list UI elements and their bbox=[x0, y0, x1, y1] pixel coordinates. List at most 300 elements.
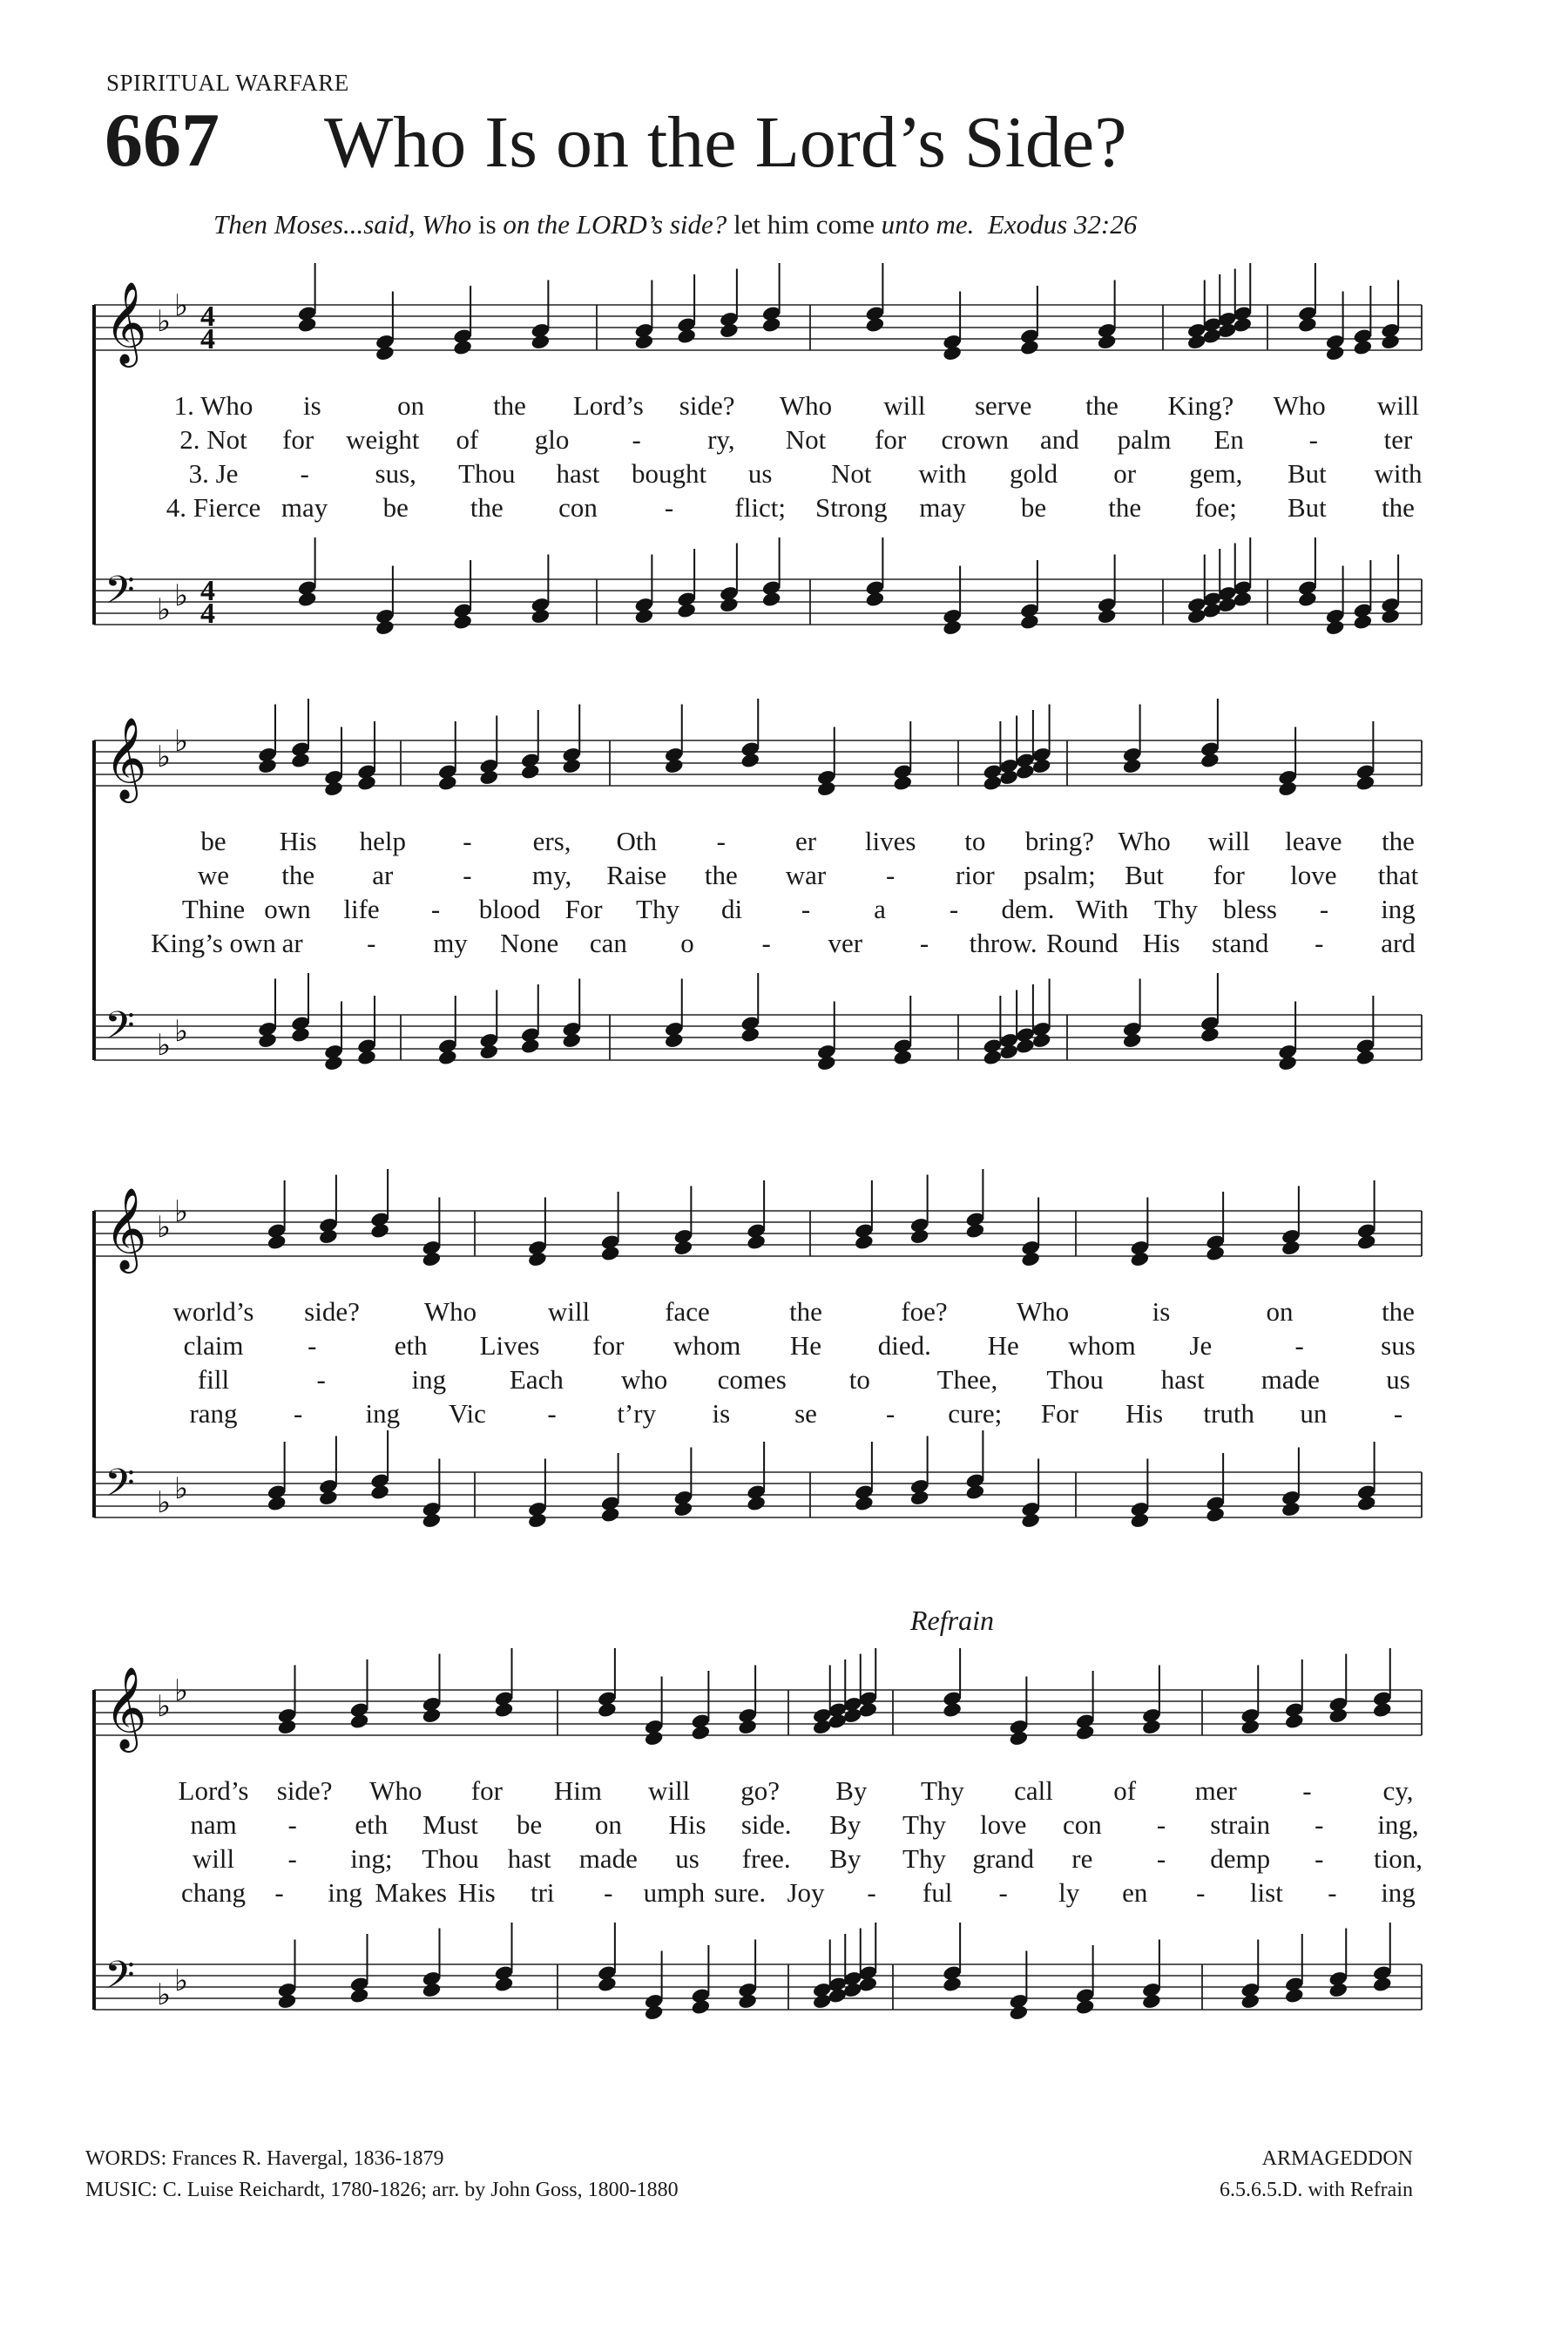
tune-info bbox=[1220, 2143, 1413, 2206]
lyric-syllable: the bbox=[281, 860, 315, 890]
lyric-line bbox=[0, 458, 1568, 493]
note-head bbox=[277, 1993, 298, 2011]
lyric-syllable: Je bbox=[1189, 1330, 1213, 1361]
note-head bbox=[634, 608, 655, 625]
lyric-syllable: - bbox=[547, 1398, 557, 1429]
lyric-line bbox=[0, 1364, 1568, 1399]
note-head bbox=[1353, 339, 1374, 356]
lyric-line bbox=[0, 860, 1568, 895]
lyric-syllable: love bbox=[979, 1809, 1027, 1840]
lyric-syllable: my, bbox=[531, 860, 572, 890]
lyric-syllable: - bbox=[801, 894, 811, 924]
note-head bbox=[561, 758, 582, 775]
lyric-syllable: He bbox=[987, 1330, 1019, 1361]
lyric-syllable: - bbox=[1315, 928, 1324, 958]
lyric-syllable: Thou bbox=[1046, 1364, 1104, 1395]
lyric-syllable: for bbox=[1213, 860, 1245, 890]
lyric-syllable: 4. Fierce bbox=[166, 492, 261, 523]
lyric-syllable: ar bbox=[372, 860, 394, 890]
lyric-syllable: palm bbox=[1117, 424, 1172, 455]
note-head bbox=[478, 769, 499, 787]
scripture-reference: Exodus 32:26 bbox=[987, 209, 1138, 240]
lyric-syllable: - bbox=[867, 1877, 876, 1908]
note-head bbox=[369, 1484, 390, 1501]
lyric-syllable: side? bbox=[304, 1296, 360, 1327]
lyric-syllable: En bbox=[1213, 424, 1244, 455]
note-head bbox=[422, 1251, 443, 1268]
tune-meter: 6.5.6.5.D. with Refrain bbox=[1220, 2179, 1413, 2201]
note-head bbox=[1200, 1026, 1220, 1044]
lyric-syllable: Who bbox=[423, 1296, 477, 1327]
lyric-syllable: Thy bbox=[902, 1843, 946, 1874]
lyric-syllable: serve bbox=[974, 390, 1032, 421]
note-head bbox=[854, 1495, 875, 1512]
note-head bbox=[1205, 1506, 1226, 1524]
hymn-number: 667 bbox=[105, 98, 220, 183]
lyric-syllable: - bbox=[1319, 894, 1329, 924]
note-head bbox=[1277, 781, 1298, 798]
lyric-syllable: Thy bbox=[902, 1809, 946, 1840]
note-head bbox=[531, 608, 551, 625]
time-signature: 4 bbox=[200, 301, 215, 333]
lyric-syllable: died. bbox=[877, 1330, 931, 1361]
lyric-syllable: - bbox=[604, 1877, 613, 1908]
note-head bbox=[816, 1055, 837, 1072]
lyric-syllable: None bbox=[500, 928, 559, 958]
lyric-syllable: umph bbox=[643, 1877, 706, 1908]
lyric-syllable: Lives bbox=[479, 1330, 540, 1361]
lyric-syllable: of bbox=[1113, 1775, 1137, 1806]
note-head bbox=[942, 619, 963, 637]
lyric-syllable: nam bbox=[190, 1809, 237, 1840]
note-head bbox=[1122, 1032, 1143, 1050]
lyric-syllable: will bbox=[192, 1843, 235, 1874]
lyric-syllable: Not bbox=[831, 458, 872, 489]
flat-icon: ♭ bbox=[157, 592, 172, 627]
note-head bbox=[965, 1484, 986, 1501]
lyric-syllable: King’s own bbox=[151, 928, 276, 958]
note-head bbox=[1355, 1049, 1376, 1066]
scripture-part: Then Moses...said, Who bbox=[213, 209, 472, 240]
note-head bbox=[719, 597, 740, 614]
note-head bbox=[983, 1049, 1004, 1066]
note-head bbox=[942, 345, 963, 362]
flat-icon: ♭ bbox=[157, 1977, 172, 2012]
lyric-syllable: eth bbox=[355, 1809, 389, 1840]
bass-clef-icon: 𝄢 bbox=[105, 1952, 135, 2007]
lyric-syllable: will bbox=[647, 1775, 691, 1806]
note-head bbox=[349, 1987, 370, 2004]
lyric-syllable: gold bbox=[1009, 458, 1058, 489]
music-credit: MUSIC: C. Luise Reichardt, 1780-1826; arr. by John Goss, 1800-1880 bbox=[85, 2179, 679, 2201]
note-head bbox=[297, 316, 318, 334]
lyric-syllable: - bbox=[1308, 424, 1319, 455]
flat-icon: ♭ bbox=[157, 1689, 172, 1724]
lyric-syllable: is bbox=[1152, 1296, 1171, 1327]
note-head bbox=[691, 1724, 712, 1741]
lyric-syllable: - bbox=[316, 1364, 326, 1395]
lyric-line bbox=[0, 1398, 1568, 1433]
note-head bbox=[1097, 608, 1118, 625]
lyric-syllable: hast bbox=[507, 1843, 551, 1874]
lyric-syllable: foe; bbox=[1194, 492, 1237, 523]
lyric-syllable: - bbox=[632, 424, 641, 455]
note-head bbox=[437, 774, 458, 792]
note-head bbox=[761, 316, 782, 334]
note-head bbox=[290, 1026, 311, 1044]
lyric-syllable: lives bbox=[864, 826, 916, 856]
note-head bbox=[740, 752, 760, 769]
flat-icon: ♭ bbox=[157, 740, 172, 774]
lyric-syllable: whom bbox=[672, 1330, 741, 1361]
lyric-syllable: and bbox=[1040, 424, 1079, 455]
lyric-syllable: world’s bbox=[172, 1296, 254, 1327]
lyric-syllable: grand bbox=[972, 1843, 1034, 1874]
note-head bbox=[257, 758, 278, 775]
flat-icon: ♭ bbox=[174, 1673, 189, 1708]
lyric-syllable: - bbox=[1156, 1843, 1166, 1874]
note-head bbox=[983, 774, 1004, 792]
note-head bbox=[267, 1233, 287, 1251]
lyric-syllable: - bbox=[463, 860, 472, 890]
lyric-syllable: ard bbox=[1381, 928, 1416, 958]
note-head bbox=[737, 1993, 758, 2011]
note-head bbox=[664, 758, 685, 775]
note-head bbox=[909, 1228, 930, 1246]
note-head bbox=[998, 769, 1019, 787]
note-head bbox=[691, 1998, 712, 2016]
lyric-line bbox=[0, 1809, 1568, 1844]
lyric-syllable: Who bbox=[1016, 1296, 1070, 1327]
lyric-syllable: Vic bbox=[448, 1398, 486, 1429]
lyric-syllable: demp bbox=[1210, 1843, 1271, 1874]
note-head bbox=[1380, 608, 1401, 625]
lyric-syllable: Raise bbox=[606, 860, 667, 890]
lyric-syllable: His bbox=[457, 1877, 496, 1908]
lyric-syllable: cure; bbox=[948, 1398, 1003, 1429]
lyric-syllable: the bbox=[1382, 492, 1415, 523]
note-head bbox=[290, 752, 311, 769]
lyric-syllable: tri bbox=[530, 1877, 555, 1908]
lyric-syllable: chang bbox=[180, 1877, 247, 1908]
lyric-syllable: 2. Not bbox=[179, 424, 247, 455]
treble-clef-icon: 𝄞 bbox=[105, 281, 147, 364]
note-head bbox=[494, 1976, 515, 1993]
lyric-syllable: en bbox=[1122, 1877, 1148, 1908]
lyric-syllable: Round bbox=[1045, 928, 1119, 958]
lyric-syllable: throw. bbox=[969, 928, 1037, 958]
scripture-part: on the LORD’s side? bbox=[503, 209, 727, 240]
lyric-syllable: Thine bbox=[181, 894, 246, 924]
lyric-syllable: By bbox=[835, 1775, 868, 1806]
note-head bbox=[437, 1049, 458, 1066]
lyric-syllable: re bbox=[1071, 1843, 1093, 1874]
lyric-syllable: us bbox=[1386, 1364, 1410, 1395]
lyric-syllable: blood bbox=[478, 894, 541, 924]
lyric-syllable: - bbox=[308, 1330, 317, 1361]
lyric-syllable: ter bbox=[1383, 424, 1413, 455]
note-head bbox=[644, 2004, 665, 2022]
lyric-syllable: - bbox=[885, 1398, 896, 1429]
note-head bbox=[673, 1501, 694, 1518]
lyric-syllable: - bbox=[300, 458, 309, 489]
lyric-syllable: the bbox=[470, 492, 504, 523]
lyric-syllable: He bbox=[789, 1330, 822, 1361]
note-head bbox=[1009, 2004, 1030, 2022]
flat-icon: ♭ bbox=[157, 1485, 172, 1520]
lyric-syllable: Lord’s bbox=[178, 1775, 249, 1806]
lyric-syllable: claim bbox=[183, 1330, 244, 1361]
lyric-syllable: Not bbox=[785, 424, 827, 455]
note-head bbox=[644, 1730, 665, 1747]
note-head bbox=[452, 613, 473, 631]
note-head bbox=[356, 774, 377, 792]
note-head bbox=[998, 1044, 1019, 1061]
lyric-syllable: to bbox=[848, 1364, 870, 1395]
lyric-syllable: love bbox=[1290, 860, 1337, 890]
note-head bbox=[1019, 339, 1040, 356]
flat-icon: ♭ bbox=[174, 578, 189, 613]
lyric-syllable: Thy bbox=[636, 894, 679, 924]
lyric-syllable: - bbox=[287, 1809, 297, 1840]
lyric-line bbox=[0, 1843, 1568, 1878]
lyric-syllable: For bbox=[564, 894, 603, 924]
lyric-syllable: ry, bbox=[707, 424, 735, 455]
lyric-syllable: comes bbox=[717, 1364, 787, 1395]
lyric-syllable: Each bbox=[509, 1364, 564, 1395]
lyric-syllable: for bbox=[875, 424, 907, 455]
time-signature: 4 bbox=[200, 323, 215, 355]
note-head bbox=[1075, 1724, 1096, 1741]
lyric-syllable: stand bbox=[1211, 928, 1269, 958]
lyric-syllable: con bbox=[558, 492, 598, 523]
lyric-syllable: Thou bbox=[422, 1843, 479, 1874]
scripture-part: is bbox=[471, 209, 504, 240]
lyric-syllable: for bbox=[592, 1330, 625, 1361]
note-head bbox=[527, 1512, 548, 1530]
lyric-syllable: made bbox=[1260, 1364, 1320, 1395]
lyric-syllable: the bbox=[704, 860, 738, 890]
lyric-syllable: er bbox=[794, 826, 817, 856]
lyric-syllable: - bbox=[1315, 1843, 1324, 1874]
lyric-syllable: By bbox=[829, 1809, 862, 1840]
lyric-syllable: side? bbox=[679, 390, 735, 421]
lyric-syllable: 3. Je bbox=[188, 458, 239, 489]
refrain-label: Refrain bbox=[910, 1605, 994, 1636]
lyric-syllable: ar bbox=[281, 928, 303, 958]
lyric-syllable: sus, bbox=[375, 458, 416, 489]
note-head bbox=[942, 1701, 963, 1719]
lyric-syllable: on bbox=[1266, 1296, 1294, 1327]
lyric-syllable: eth bbox=[394, 1330, 428, 1361]
note-head bbox=[1141, 1719, 1162, 1736]
lyric-syllable: Must bbox=[422, 1809, 478, 1840]
category-label: SPIRITUAL WARFARE bbox=[106, 70, 349, 96]
flat-icon: ♭ bbox=[157, 1210, 172, 1245]
lyric-syllable: list bbox=[1249, 1877, 1283, 1908]
lyric-syllable: sus bbox=[1381, 1330, 1416, 1361]
lyric-syllable: ing bbox=[328, 1877, 362, 1908]
note-head bbox=[1325, 619, 1346, 637]
lyric-line bbox=[0, 424, 1568, 459]
lyric-syllable: But bbox=[1287, 492, 1327, 523]
note-head bbox=[761, 591, 782, 608]
lyric-syllable: for bbox=[470, 1775, 503, 1806]
lyric-syllable: mer bbox=[1194, 1775, 1237, 1806]
note-head bbox=[676, 602, 697, 619]
note-head bbox=[297, 591, 318, 608]
lyric-syllable: glo bbox=[534, 424, 570, 455]
lyric-syllable: - bbox=[998, 1877, 1008, 1908]
lyric-syllable: rior bbox=[955, 860, 995, 890]
lyric-syllable: ing bbox=[1381, 1877, 1416, 1908]
lyric-syllable: - bbox=[919, 928, 929, 958]
note-head bbox=[1353, 613, 1374, 631]
lyric-syllable: - bbox=[1196, 1877, 1206, 1908]
lyric-syllable: cy, bbox=[1382, 1775, 1414, 1806]
note-head bbox=[1019, 613, 1040, 631]
flat-icon: ♭ bbox=[174, 1194, 189, 1229]
note-head bbox=[349, 1713, 370, 1730]
note-head bbox=[1075, 1998, 1096, 2016]
bass-clef-icon: 𝄢 bbox=[105, 1003, 135, 1058]
flat-icon: ♭ bbox=[174, 724, 189, 759]
lyric-syllable: con bbox=[1062, 1809, 1102, 1840]
lyric-syllable: bless bbox=[1223, 894, 1277, 924]
lyric-syllable: - bbox=[293, 1398, 303, 1429]
note-head bbox=[1130, 1512, 1151, 1530]
lyric-syllable: His bbox=[1142, 928, 1180, 958]
note-head bbox=[1380, 334, 1401, 351]
words-credit: WORDS: Frances R. Havergal, 1836-1879 bbox=[85, 2147, 444, 2170]
lyric-syllable: free. bbox=[741, 1843, 791, 1874]
note-head bbox=[1097, 334, 1118, 351]
lyric-syllable: se bbox=[794, 1398, 817, 1429]
lyric-syllable: go? bbox=[740, 1775, 781, 1806]
note-head bbox=[561, 1032, 582, 1050]
lyric-syllable: Who bbox=[369, 1775, 422, 1806]
note-head bbox=[1355, 774, 1376, 792]
lyric-syllable: for bbox=[282, 424, 314, 455]
lyric-syllable: o bbox=[680, 928, 694, 958]
note-head bbox=[1284, 1713, 1305, 1730]
lyric-syllable: will bbox=[1376, 390, 1420, 421]
lyric-syllable: - bbox=[1315, 1809, 1324, 1840]
lyric-syllable: - bbox=[761, 928, 771, 958]
lyric-syllable: ing; bbox=[350, 1843, 393, 1874]
note-head bbox=[1020, 1512, 1041, 1530]
lyric-line bbox=[0, 826, 1568, 861]
lyric-syllable: His bbox=[279, 826, 317, 856]
lyric-syllable: Thy bbox=[1154, 894, 1198, 924]
note-head bbox=[1020, 1251, 1041, 1268]
lyric-syllable: ful bbox=[922, 1877, 953, 1908]
lyric-syllable: on bbox=[594, 1809, 622, 1840]
lyric-syllable: Who bbox=[1118, 826, 1171, 856]
lyric-syllable: who bbox=[620, 1364, 668, 1395]
lyric-syllable: be bbox=[1020, 492, 1047, 523]
lyric-syllable: the bbox=[1382, 826, 1415, 856]
lyric-syllable: a bbox=[874, 894, 886, 924]
lyric-syllable: bought bbox=[632, 458, 707, 489]
lyric-syllable: Thee, bbox=[936, 1364, 998, 1395]
note-head bbox=[375, 345, 395, 362]
lyric-line bbox=[0, 1775, 1568, 1810]
treble-clef-icon: 𝄞 bbox=[105, 717, 147, 800]
lyric-line bbox=[0, 390, 1568, 425]
lyric-syllable: ing bbox=[411, 1364, 447, 1395]
lyric-syllable: sure. bbox=[713, 1877, 767, 1908]
lyric-syllable: can bbox=[589, 928, 627, 958]
lyric-syllable: Strong bbox=[814, 492, 888, 523]
bass-clef-icon: 𝄢 bbox=[105, 567, 135, 622]
lyric-syllable: will bbox=[547, 1296, 591, 1327]
lyric-syllable: the bbox=[493, 390, 526, 421]
note-head bbox=[527, 1251, 548, 1268]
treble-clef-icon: 𝄞 bbox=[105, 1187, 147, 1270]
lyric-syllable: 1. Who bbox=[173, 390, 253, 421]
lyric-syllable: war bbox=[785, 860, 827, 890]
lyric-syllable: or bbox=[1113, 458, 1137, 489]
note-head bbox=[422, 1707, 443, 1725]
lyric-syllable: ing bbox=[365, 1398, 401, 1429]
note-head bbox=[520, 1037, 541, 1055]
lyric-syllable: us bbox=[747, 458, 773, 489]
note-head bbox=[634, 334, 655, 351]
note-head bbox=[267, 1495, 287, 1512]
lyric-syllable: dem. bbox=[1001, 894, 1055, 924]
note-head bbox=[1015, 763, 1036, 781]
lyric-syllable: with bbox=[1374, 458, 1423, 489]
lyric-syllable: rang bbox=[189, 1398, 238, 1429]
note-head bbox=[478, 1044, 499, 1061]
note-head bbox=[597, 1701, 618, 1719]
lyric-syllable: on bbox=[397, 390, 425, 421]
lyric-line bbox=[0, 492, 1568, 527]
note-head bbox=[673, 1240, 694, 1257]
note-head bbox=[318, 1228, 339, 1246]
note-head bbox=[1281, 1240, 1301, 1257]
note-head bbox=[1240, 1719, 1260, 1736]
note-head bbox=[597, 1976, 618, 1993]
lyric-syllable: - bbox=[664, 492, 674, 523]
lyric-syllable: truth bbox=[1203, 1398, 1254, 1429]
lyric-syllable: With bbox=[1075, 894, 1129, 924]
lyric-syllable: ver bbox=[828, 928, 863, 958]
lyric-syllable: King? bbox=[1167, 390, 1234, 421]
note-head bbox=[277, 1719, 298, 1736]
flat-icon: ♭ bbox=[157, 304, 172, 339]
hymn-title: Who Is on the Lord’s Side? bbox=[324, 102, 1127, 183]
lyric-syllable: Lord’s bbox=[572, 390, 644, 421]
note-head bbox=[892, 774, 913, 792]
lyric-syllable: the bbox=[789, 1296, 822, 1327]
note-head bbox=[520, 763, 541, 781]
lyric-syllable: But bbox=[1287, 458, 1327, 489]
lyric-syllable: - bbox=[287, 1843, 297, 1874]
note-head bbox=[740, 1026, 760, 1044]
note-head bbox=[746, 1233, 767, 1251]
note-head bbox=[1372, 1701, 1393, 1719]
lyric-syllable: - bbox=[367, 928, 376, 958]
lyric-syllable: weight bbox=[346, 424, 420, 455]
note-head bbox=[1372, 1976, 1393, 1993]
note-head bbox=[1200, 752, 1220, 769]
lyric-syllable: call bbox=[1014, 1775, 1053, 1806]
note-head bbox=[942, 1976, 963, 1993]
lyric-syllable: strain bbox=[1210, 1809, 1271, 1840]
lyric-syllable: - bbox=[1393, 1398, 1403, 1429]
